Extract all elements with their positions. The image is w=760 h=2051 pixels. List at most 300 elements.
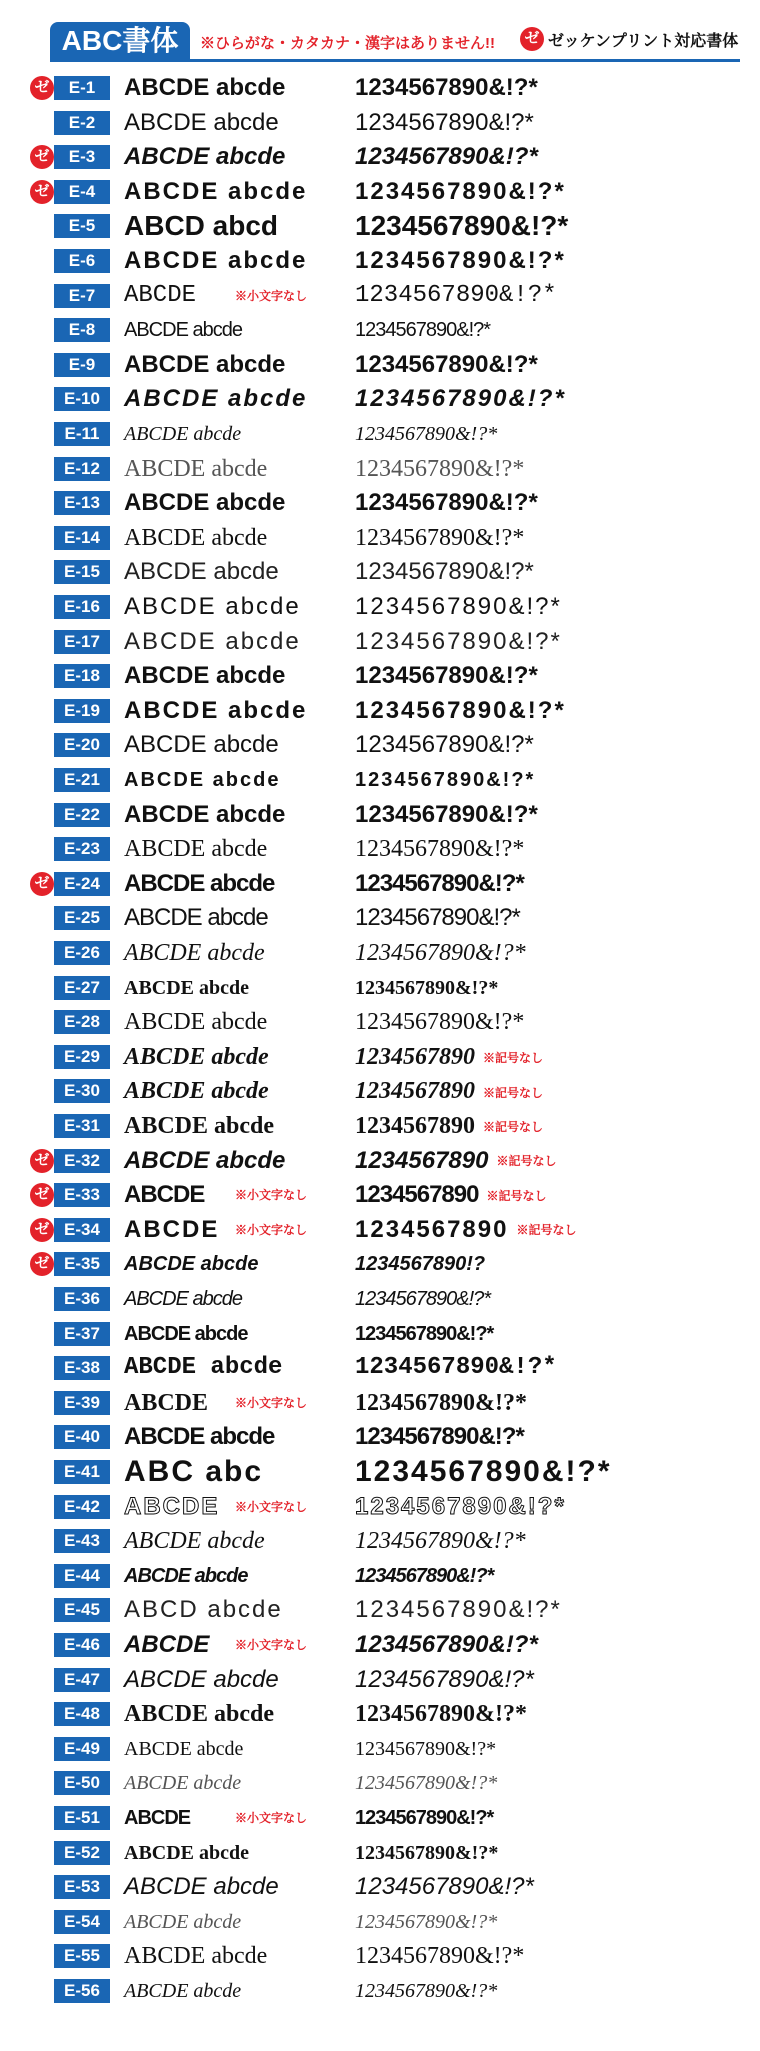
font-row bbox=[0, 1697, 760, 1731]
alpha-sample bbox=[124, 140, 285, 174]
font-code: E-3 bbox=[54, 145, 110, 169]
number-sample-text: 1234567890&!?* bbox=[355, 662, 538, 690]
alpha-sample-text: ABCDE abcde bbox=[124, 1078, 269, 1105]
ze-legend bbox=[520, 24, 738, 54]
number-sample bbox=[355, 728, 534, 762]
alpha-sample-text: ABCDE abcde bbox=[124, 593, 301, 620]
alpha-sample-text: ABCDE abcde bbox=[124, 904, 268, 932]
font-code: E-15 bbox=[54, 560, 110, 584]
number-sample bbox=[355, 1420, 524, 1454]
ze-mark-icon: ゼ bbox=[30, 1149, 54, 1173]
ze-mark-icon: ゼ bbox=[520, 27, 544, 51]
number-sample-text: 1234567890&!?* bbox=[355, 1980, 498, 2002]
alpha-sample bbox=[124, 1974, 241, 2008]
alpha-sample bbox=[124, 417, 241, 451]
alpha-sample-text: ABCDE abcde bbox=[124, 1528, 265, 1555]
number-sample bbox=[355, 590, 562, 624]
alpha-sample-text: ABCDE abcde bbox=[124, 108, 279, 136]
font-code: E-22 bbox=[54, 803, 110, 827]
font-code: E-20 bbox=[54, 733, 110, 757]
alpha-sample-text: ABCDE abcde bbox=[124, 423, 242, 445]
number-sample-text: 1234567890&!?* bbox=[355, 385, 566, 413]
alpha-sample bbox=[124, 625, 301, 659]
alpha-sample-text: ABCDE abcde bbox=[124, 1322, 248, 1345]
font-code: E-24 bbox=[54, 872, 110, 896]
number-sample bbox=[355, 1663, 534, 1697]
number-sample bbox=[355, 1317, 493, 1351]
font-code: E-2 bbox=[54, 111, 110, 135]
font-row bbox=[0, 1144, 760, 1178]
number-sample bbox=[355, 382, 566, 416]
font-code: E-34 bbox=[54, 1218, 110, 1242]
font-code: E-45 bbox=[54, 1598, 110, 1622]
font-row bbox=[0, 1593, 760, 1627]
alpha-sample bbox=[124, 1524, 265, 1558]
font-row bbox=[0, 555, 760, 589]
number-sample-text: 1234567890&!?* bbox=[355, 319, 491, 342]
number-sample bbox=[355, 1905, 497, 1939]
number-sample-text: 1234567890&!?* bbox=[355, 524, 525, 551]
alpha-sample-text: ABCDE abcde bbox=[124, 800, 286, 828]
font-code: E-29 bbox=[54, 1045, 110, 1069]
number-sample-text: 1234567890&!?* bbox=[355, 281, 557, 309]
number-sample-text: 1234567890&!?* bbox=[355, 143, 538, 171]
alpha-sample-text: ABCDE abcde bbox=[124, 350, 286, 378]
font-code: E-26 bbox=[54, 941, 110, 965]
alpha-sample-text: ABCDE abcde bbox=[124, 143, 286, 171]
number-sample bbox=[355, 348, 538, 382]
alpha-sample bbox=[124, 1074, 269, 1108]
alpha-sample bbox=[124, 106, 279, 140]
font-code: E-42 bbox=[54, 1495, 110, 1519]
alpha-sample bbox=[124, 348, 285, 382]
number-sample-text: 1234567890&!?* bbox=[355, 1841, 499, 1864]
number-sample-text: 1234567890&!?* bbox=[355, 976, 499, 999]
number-sample bbox=[355, 1974, 497, 2008]
font-row bbox=[0, 1040, 760, 1074]
number-sample bbox=[355, 1005, 524, 1039]
number-sample-text: 1234567890 bbox=[355, 1146, 489, 1174]
alpha-sample-text: ABCDE abcde bbox=[124, 1009, 268, 1036]
number-sample-text: 1234567890&!?* bbox=[355, 904, 520, 932]
font-row bbox=[0, 867, 760, 901]
number-sample bbox=[355, 279, 557, 313]
font-code: E-8 bbox=[54, 318, 110, 342]
alpha-sample-text: ABCDE bbox=[124, 1181, 205, 1209]
number-sample bbox=[355, 971, 498, 1005]
alpha-sample bbox=[124, 1420, 274, 1454]
font-code: E-21 bbox=[54, 768, 110, 792]
alpha-sample bbox=[124, 1247, 258, 1281]
font-code: E-44 bbox=[54, 1564, 110, 1588]
number-sample bbox=[355, 555, 534, 589]
alpha-sample bbox=[124, 832, 267, 866]
number-sample-text: 1234567890&!?* bbox=[355, 1492, 566, 1520]
font-row bbox=[0, 1178, 760, 1212]
number-sample-text: 1234567890&!?* bbox=[355, 489, 538, 517]
alpha-sample-text: ABCDE abcde bbox=[124, 455, 268, 482]
alpha-sample bbox=[124, 971, 249, 1005]
alpha-sample bbox=[124, 279, 196, 313]
number-sample bbox=[355, 936, 526, 970]
alpha-sample bbox=[124, 1905, 241, 1939]
font-code: E-19 bbox=[54, 699, 110, 723]
font-row bbox=[0, 1905, 760, 1939]
font-code: E-48 bbox=[54, 1702, 110, 1726]
font-code: E-13 bbox=[54, 491, 110, 515]
font-code: E-56 bbox=[54, 1979, 110, 2003]
font-code: E-47 bbox=[54, 1668, 110, 1692]
font-row bbox=[0, 1351, 760, 1385]
font-code: E-16 bbox=[54, 595, 110, 619]
alpha-sample bbox=[124, 763, 280, 797]
font-row bbox=[0, 382, 760, 416]
font-row bbox=[0, 1628, 760, 1662]
ze-mark-icon: ゼ bbox=[30, 872, 54, 896]
ze-mark-icon: ゼ bbox=[30, 1183, 54, 1207]
alpha-sample-text: ABCDE abcde bbox=[124, 74, 286, 101]
number-sample-text: 1234567890&!?* bbox=[355, 940, 526, 966]
font-row bbox=[0, 1974, 760, 2008]
page-title: ABC書体 bbox=[50, 22, 190, 60]
number-sample bbox=[355, 1559, 493, 1593]
no-symbols-note: ※記号なし bbox=[483, 1051, 544, 1066]
number-sample bbox=[355, 1870, 534, 1904]
font-code: E-33 bbox=[54, 1183, 110, 1207]
font-row bbox=[0, 798, 760, 832]
alpha-sample bbox=[124, 1040, 269, 1074]
number-sample-text: 1234567890&!?* bbox=[355, 455, 525, 482]
number-sample bbox=[355, 1144, 557, 1178]
number-sample-text: 1234567890&!?* bbox=[355, 558, 534, 586]
number-sample-text: 1234567890&!?* bbox=[355, 177, 566, 205]
number-sample-text: 1234567890&!?* bbox=[355, 350, 538, 378]
no-symbols-note: ※記号なし bbox=[483, 1085, 544, 1100]
number-sample bbox=[355, 625, 562, 659]
number-sample bbox=[355, 1282, 490, 1316]
alpha-sample-text: ABCDE abcde bbox=[124, 731, 279, 759]
number-sample-text: 1234567890&!?* bbox=[355, 1455, 612, 1488]
font-row bbox=[0, 625, 760, 659]
font-code: E-18 bbox=[54, 664, 110, 688]
font-row bbox=[0, 1559, 760, 1593]
alpha-sample bbox=[124, 1282, 242, 1316]
no-symbols-note: ※記号なし bbox=[483, 1120, 544, 1135]
number-sample-text: 1234567890&!?* bbox=[355, 627, 562, 655]
alpha-sample bbox=[124, 1351, 282, 1385]
alpha-sample-text: ABCDE abcde bbox=[124, 1665, 279, 1693]
font-row bbox=[0, 279, 760, 313]
font-code: E-31 bbox=[54, 1114, 110, 1138]
alpha-sample bbox=[124, 1939, 267, 1973]
font-code: E-30 bbox=[54, 1079, 110, 1103]
font-row bbox=[0, 936, 760, 970]
font-code: E-51 bbox=[54, 1806, 110, 1830]
font-row bbox=[0, 1455, 760, 1489]
font-code: E-36 bbox=[54, 1287, 110, 1311]
font-row bbox=[0, 1005, 760, 1039]
font-row bbox=[0, 1663, 760, 1697]
font-code: E-12 bbox=[54, 457, 110, 481]
number-sample-text: 1234567890&!?* bbox=[355, 1737, 497, 1760]
header-note: ※ひらがな・カタカナ・漢字はありません!! bbox=[200, 35, 495, 52]
alpha-sample bbox=[124, 1109, 274, 1143]
alpha-sample-text: ABCDE abcde bbox=[124, 662, 286, 690]
alpha-sample bbox=[124, 728, 279, 762]
alpha-sample-text: ABCDE bbox=[124, 1215, 220, 1243]
alpha-sample-text: ABCDE abcde bbox=[124, 1701, 275, 1728]
font-row bbox=[0, 1317, 760, 1351]
number-sample bbox=[355, 1524, 526, 1558]
font-row bbox=[0, 244, 760, 278]
alpha-sample bbox=[124, 1386, 208, 1420]
alpha-sample bbox=[124, 1490, 219, 1524]
number-sample-text: 1234567890&!?* bbox=[355, 869, 524, 897]
font-row bbox=[0, 1247, 760, 1281]
number-sample-text: 1234567890&!?* bbox=[355, 1354, 557, 1382]
alpha-sample-text: ABCDE abcde bbox=[124, 1423, 275, 1451]
font-row bbox=[0, 1420, 760, 1454]
number-sample-text: 1234567890&!?* bbox=[355, 1009, 525, 1036]
alpha-sample-text: ABCDE abcde bbox=[124, 319, 242, 342]
number-sample bbox=[355, 140, 538, 174]
alpha-sample bbox=[124, 1144, 285, 1178]
number-sample bbox=[355, 452, 524, 486]
number-sample bbox=[355, 209, 568, 243]
number-sample-text: 1234567890&!?* bbox=[355, 1288, 491, 1310]
alpha-sample bbox=[124, 1593, 283, 1627]
alpha-sample bbox=[124, 1801, 190, 1835]
no-lowercase-note: ※小文字なし bbox=[235, 1638, 308, 1652]
alpha-sample bbox=[124, 901, 268, 935]
number-sample-text: 1234567890&!?* bbox=[355, 1389, 527, 1416]
ze-mark-icon: ゼ bbox=[30, 1218, 54, 1242]
font-row bbox=[0, 728, 760, 762]
number-sample bbox=[355, 1836, 498, 1870]
alpha-sample-text: ABCDE abcde bbox=[124, 1288, 242, 1310]
number-sample bbox=[355, 798, 538, 832]
alpha-sample bbox=[124, 1628, 209, 1662]
number-sample-text: 1234567890&!?* bbox=[355, 1528, 526, 1555]
font-code: E-14 bbox=[54, 526, 110, 550]
font-code: E-11 bbox=[54, 422, 110, 446]
alpha-sample-text: ABCDE abcde bbox=[124, 1146, 286, 1174]
alpha-sample bbox=[124, 590, 301, 624]
font-code: E-23 bbox=[54, 837, 110, 861]
font-row bbox=[0, 71, 760, 105]
font-code: E-50 bbox=[54, 1771, 110, 1795]
alpha-sample-text: ABCDE abcde bbox=[124, 1873, 279, 1901]
no-symbols-note: ※記号なし bbox=[486, 1188, 547, 1203]
number-sample-text: 1234567890&!?* bbox=[355, 1772, 498, 1795]
alpha-sample-text: ABCDE abcde bbox=[124, 489, 286, 517]
font-row bbox=[0, 1213, 760, 1247]
alpha-sample bbox=[124, 1455, 263, 1489]
number-sample-text: 1234567890!? bbox=[355, 1253, 486, 1276]
ze-mark-icon: ゼ bbox=[30, 145, 54, 169]
number-sample bbox=[355, 106, 534, 140]
font-code: E-9 bbox=[54, 353, 110, 377]
font-code: E-32 bbox=[54, 1149, 110, 1173]
font-row bbox=[0, 901, 760, 935]
alpha-sample-text: ABCDE abcde bbox=[124, 1980, 242, 2002]
font-row bbox=[0, 763, 760, 797]
number-sample-text: 1234567890&!?* bbox=[355, 1873, 534, 1901]
font-row bbox=[0, 348, 760, 382]
number-sample bbox=[355, 1247, 485, 1281]
font-row bbox=[0, 1766, 760, 1800]
number-sample bbox=[355, 1801, 493, 1835]
font-row bbox=[0, 417, 760, 451]
number-sample bbox=[355, 1109, 543, 1143]
alpha-sample bbox=[124, 867, 274, 901]
number-sample bbox=[355, 1074, 543, 1108]
alpha-sample-text: ABCD abcd bbox=[124, 210, 279, 242]
font-code: E-40 bbox=[54, 1425, 110, 1449]
alpha-sample-text: ABCDE abcde bbox=[124, 524, 268, 551]
number-sample-text: 1234567890&!?* bbox=[355, 800, 538, 828]
number-sample bbox=[355, 1455, 612, 1489]
alpha-sample-text: ABCDE abcde bbox=[124, 177, 308, 205]
font-row bbox=[0, 1524, 760, 1558]
number-sample-text: 1234567890&!?* bbox=[355, 1943, 525, 1970]
no-lowercase-note: ※小文字なし bbox=[235, 1188, 308, 1203]
alpha-sample-text: ABCDE bbox=[124, 1631, 210, 1658]
number-sample bbox=[355, 867, 524, 901]
number-sample bbox=[355, 71, 538, 105]
font-code: E-46 bbox=[54, 1633, 110, 1657]
alpha-sample bbox=[124, 555, 279, 589]
alpha-sample-text: ABCDE abcde bbox=[124, 836, 268, 863]
font-row bbox=[0, 452, 760, 486]
font-row bbox=[0, 1282, 760, 1316]
font-row bbox=[0, 106, 760, 140]
alpha-sample-text: ABCDE bbox=[124, 1389, 209, 1416]
font-row bbox=[0, 659, 760, 693]
font-code: E-1 bbox=[54, 76, 110, 100]
font-row bbox=[0, 140, 760, 174]
number-sample-text: 1234567890&!?* bbox=[355, 1564, 494, 1587]
alpha-sample-text: ABCDE abcde bbox=[124, 1253, 259, 1276]
number-sample-text: 1234567890 bbox=[355, 1215, 509, 1243]
number-sample-text: 1234567890&!?* bbox=[355, 1701, 527, 1728]
font-code: E-27 bbox=[54, 976, 110, 1000]
number-sample-text: 1234567890&!?* bbox=[355, 1423, 524, 1451]
alpha-sample-text: ABCDE abcde bbox=[124, 940, 265, 966]
alpha-sample bbox=[124, 382, 307, 416]
ze-mark-icon: ゼ bbox=[30, 1252, 54, 1276]
font-row bbox=[0, 1801, 760, 1835]
alpha-sample-text: ABCDE bbox=[124, 1492, 220, 1520]
font-row bbox=[0, 590, 760, 624]
number-sample-text: 1234567890&!?* bbox=[355, 1631, 538, 1658]
number-sample-text: 1234567890&!?* bbox=[355, 836, 525, 863]
alpha-sample bbox=[124, 1213, 219, 1247]
alpha-sample bbox=[124, 1663, 279, 1697]
number-sample bbox=[355, 1697, 527, 1731]
alpha-sample-text: ABCDE abcde bbox=[124, 1943, 268, 1970]
number-sample-text: 1234567890&!?* bbox=[355, 1596, 562, 1624]
no-lowercase-note: ※小文字なし bbox=[235, 288, 308, 303]
alpha-sample-text: ABCDE abcde bbox=[124, 696, 308, 724]
number-sample-text: 1234567890 bbox=[355, 1181, 479, 1209]
number-sample-text: 1234567890&!?* bbox=[355, 423, 498, 445]
number-sample bbox=[355, 1386, 527, 1420]
alpha-sample-text: ABCDE abcde bbox=[124, 769, 281, 791]
number-sample bbox=[355, 1178, 547, 1212]
alpha-sample-text: ABCDE bbox=[124, 281, 197, 309]
alpha-sample-text: ABCDE abcde bbox=[124, 1772, 242, 1795]
font-row bbox=[0, 1386, 760, 1420]
number-sample-text: 1234567890 bbox=[355, 1078, 475, 1105]
font-code: E-55 bbox=[54, 1944, 110, 1968]
font-row bbox=[0, 971, 760, 1005]
alpha-sample bbox=[124, 1836, 249, 1870]
alpha-sample bbox=[124, 209, 278, 243]
number-sample bbox=[355, 694, 566, 728]
number-sample-text: 1234567890&!?* bbox=[355, 769, 536, 791]
number-sample-text: 1234567890&!?* bbox=[355, 108, 534, 136]
number-sample-text: 1234567890 bbox=[355, 1113, 475, 1139]
alpha-sample-text: ABC abc bbox=[124, 1455, 264, 1488]
number-sample-text: 1234567890&!?* bbox=[355, 696, 566, 724]
alpha-sample-text: ABCDE abcde bbox=[124, 627, 301, 655]
alpha-sample bbox=[124, 313, 242, 347]
number-sample bbox=[355, 1593, 562, 1627]
font-code: E-10 bbox=[54, 387, 110, 411]
alpha-sample bbox=[124, 71, 285, 105]
number-sample-text: 1234567890&!?* bbox=[355, 1665, 534, 1693]
number-sample-text: 1234567890&!?* bbox=[355, 1807, 494, 1829]
alpha-sample-text: ABCDE abcde bbox=[124, 247, 308, 274]
alpha-sample-text: ABCDE abcde bbox=[124, 869, 275, 897]
font-row bbox=[0, 313, 760, 347]
number-sample bbox=[355, 1939, 524, 1973]
alpha-sample bbox=[124, 1870, 279, 1904]
alpha-sample bbox=[124, 936, 265, 970]
font-code: E-37 bbox=[54, 1322, 110, 1346]
alpha-sample-text: ABCDE bbox=[124, 1807, 191, 1829]
alpha-sample bbox=[124, 1559, 247, 1593]
number-sample bbox=[355, 1040, 543, 1074]
alpha-sample bbox=[124, 659, 285, 693]
font-row bbox=[0, 209, 760, 243]
font-code: E-39 bbox=[54, 1391, 110, 1415]
font-code: E-25 bbox=[54, 906, 110, 930]
font-row bbox=[0, 1490, 760, 1524]
font-code: E-17 bbox=[54, 630, 110, 654]
number-sample-text: 1234567890&!?* bbox=[355, 210, 569, 242]
number-sample bbox=[355, 832, 524, 866]
font-code: E-28 bbox=[54, 1010, 110, 1034]
font-row bbox=[0, 1109, 760, 1143]
font-row bbox=[0, 1870, 760, 1904]
number-sample bbox=[355, 1766, 497, 1800]
number-sample bbox=[355, 1213, 577, 1247]
alpha-sample bbox=[124, 486, 285, 520]
alpha-sample-text: ABCDE abcde bbox=[124, 1354, 283, 1382]
alpha-sample bbox=[124, 1732, 243, 1766]
alpha-sample bbox=[124, 1766, 241, 1800]
number-sample bbox=[355, 763, 535, 797]
alpha-sample bbox=[124, 798, 285, 832]
font-code: E-38 bbox=[54, 1356, 110, 1380]
font-row bbox=[0, 1074, 760, 1108]
number-sample bbox=[355, 901, 520, 935]
font-code: E-5 bbox=[54, 214, 110, 238]
alpha-sample-text: ABCDE abcde bbox=[124, 1910, 242, 1933]
font-row bbox=[0, 1939, 760, 1973]
